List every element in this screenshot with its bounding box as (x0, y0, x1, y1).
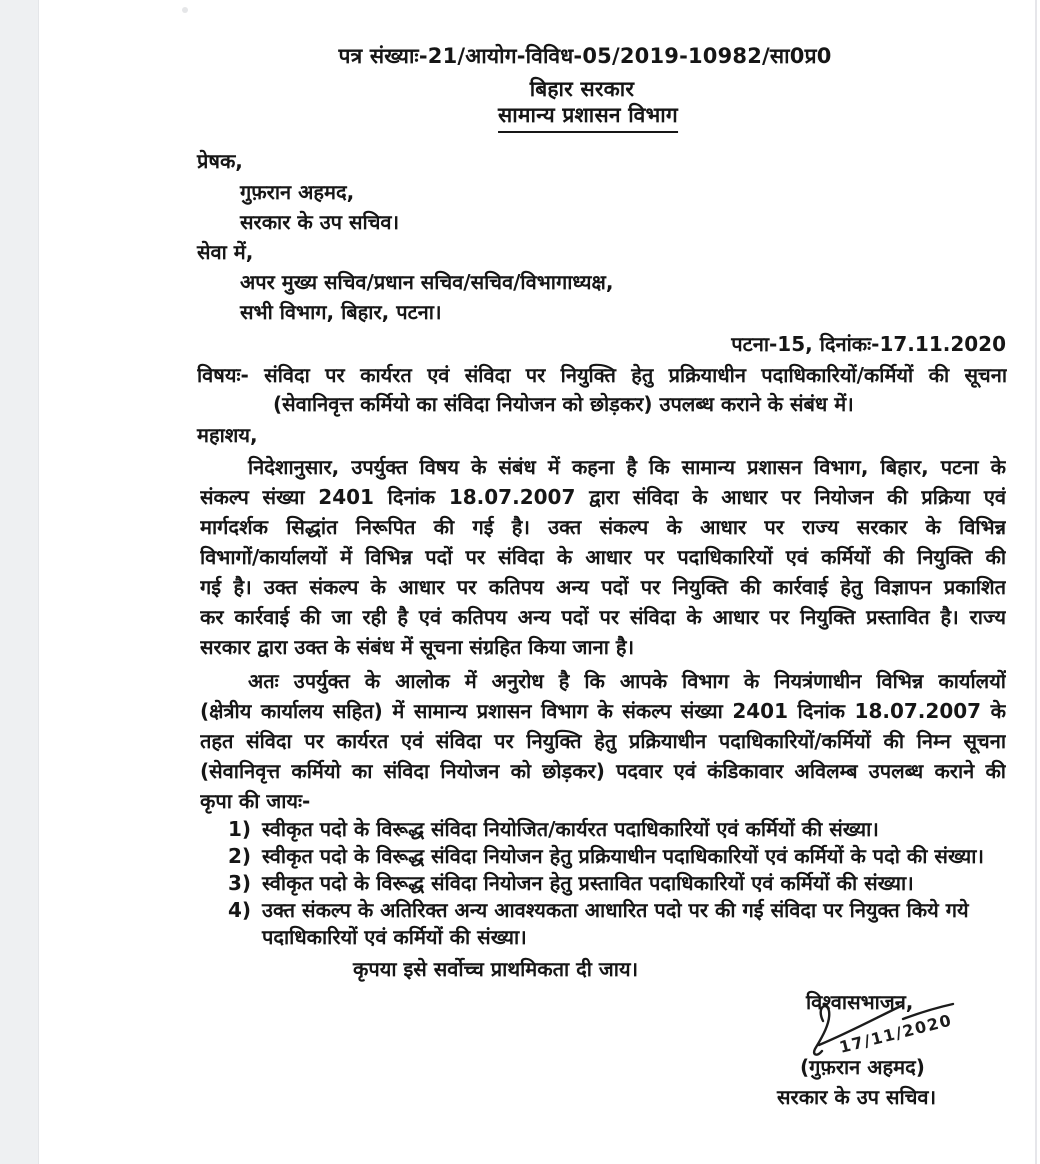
sender-name: गुफ़रान अहमद, (240, 180, 355, 204)
recipient-label: सेवा में, (197, 240, 254, 264)
department-name: सामान्य प्रशासन विभाग (498, 101, 678, 133)
paragraph-1-line: मार्गदर्शक सिद्धांत निरूपित की गई है। उक्त संकल्प के आधार पर राज्य सरकार के विभिन्न (200, 515, 1006, 539)
paragraph-2 (200, 666, 1006, 816)
valediction: विश्वासभाजन, (806, 990, 914, 1014)
paragraph-1-line: गई है। उक्त संकल्प के आधार पर कतिपय अन्य पदों पर नियुक्ति की कार्रवाई हेतु विज्ञापन प्रकाशित (200, 575, 1006, 599)
list-item-text-line: उक्त संकल्प के अतिरिक्त अन्य आवश्यकता आधारित पदो पर की गई संविदा पर नियुक्त किये गये (262, 898, 969, 922)
list-item-number: 4) (228, 898, 252, 922)
closing-request: कृपया इसे सर्वोच्च प्राथमिकता दी जाय। (353, 957, 639, 981)
recipient-line1: अपर मुख्य सचिव/प्रधान सचिव/सचिव/विभागाध्यक्ष, (240, 270, 614, 294)
request-list (228, 816, 1008, 951)
paragraph-1-line: विभागों/कार्यालयों में विभिन्न पदों पर संविदा के आधार पर पदाधिकारियों एवं कर्मियों की नियुक्ति की (200, 545, 1006, 569)
paragraph-2-line: कृपा की जायः- (200, 789, 311, 813)
subject-line1: विषयः- संविदा पर कार्यरत एवं संविदा पर नियुक्ति हेतु प्रक्रियाधीन पदाधिकारियों/कर्मियों की सूचना (197, 363, 1007, 387)
government-name: बिहार सरकार (529, 77, 635, 101)
paragraph-1-line: सरकार द्वारा उक्त के संबंध में सूचना संग्रहित किया जाना है। (200, 635, 635, 659)
list-item-text-line: पदाधिकारियों एवं कर्मियों की संख्या। (262, 925, 527, 949)
list-item-text: स्वीकृत पदो के विरूद्ध संविदा नियोजन हेतु प्रस्तावित पदाधिकारियों एवं कर्मियों की संख्या। (262, 871, 914, 895)
scan-speck (182, 7, 188, 13)
list-item-number: 2) (228, 844, 252, 868)
subject-line2: (सेवानिवृत्त कर्मियो का संविदा नियोजन को छोड़कर) उपलब्ध कराने के संबंध में। (273, 392, 854, 416)
list-item (228, 870, 1008, 897)
letter-ref-number: पत्र संख्याः-21/आयोग-विविध-05/2019-10982/सा0प्र0 (338, 44, 832, 68)
paragraph-1-line: निदेशानुसार, उपर्युक्त विषय के संबंध में कहना है कि सामान्य प्रशासन विभाग, बिहार, पटना के (248, 455, 1006, 479)
list-item-text: स्वीकृत पदो के विरूद्ध संविदा नियोजन हेतु प्रक्रियाधीन पदाधिकारियों एवं कर्मियों के पदो की संख्या। (262, 844, 984, 868)
list-item (228, 843, 1008, 870)
list-item-text: स्वीकृत पदो के विरूद्ध संविदा नियोजित/कार्यरत पदाधिकारियों एवं कर्मियों की संख्या। (262, 817, 879, 841)
paragraph-1-line: कर कार्रवाई की जा रही है एवं कतिपय अन्य पदों पर संविदा के आधार पर नियुक्ति प्रस्तावित है। राज्य (200, 605, 1006, 629)
list-item (228, 897, 1008, 951)
paragraph-1-line: संकल्प संख्या 2401 दिनांक 18.07.2007 द्वारा संविदा के आधार पर नियोजन की प्रक्रिया एवं (200, 485, 1006, 509)
list-item-number: 1) (228, 817, 252, 841)
left-gutter (0, 0, 39, 1164)
sender-designation: सरकार के उप सचिव। (240, 210, 400, 234)
list-item-text (262, 897, 1008, 951)
paragraph-1 (200, 452, 1006, 662)
list-item-number: 3) (228, 871, 252, 895)
signature-initial-loop (814, 1006, 829, 1055)
signature-handwritten-date: 17/11/2020 (837, 1010, 955, 1057)
paragraph-2-line: (क्षेत्रीय कार्यालय सहित) में सामान्य प्रशासन विभाग के संकल्प संख्या 2401 दिनांक 18.07.2007 के (200, 699, 1006, 723)
recipient-line2: सभी विभाग, बिहार, पटना। (240, 300, 442, 324)
salutation: महाशय, (197, 423, 258, 447)
list-item (228, 816, 1008, 843)
signatory-name: (गुफ़रान अहमद) (800, 1055, 925, 1079)
paragraph-2-line: अतः उपर्युक्त के आलोक में अनुरोध है कि आपके विभाग के नियत्रंणाधीन विभिन्न कार्यालयों (248, 669, 1006, 693)
paragraph-2-line: (सेवानिवृत्त कर्मियो का संविदा नियोजन को छोड़कर) पदवार एवं कंडिकावार अविलम्ब उपलब्ध कराने की (200, 759, 1006, 783)
signatory-designation: सरकार के उप सचिव। (777, 1085, 937, 1109)
paragraph-2-line: तहत संविदा पर कार्यरत एवं संविदा पर नियुक्ति हेतु प्रक्रियाधीन पदाधिकारियों/कर्मियों की निम्न सूचना (200, 729, 1006, 753)
right-edge-line (1035, 0, 1037, 1164)
place-date-line: पटना-15, दिनांकः-17.11.2020 (731, 332, 1006, 356)
sender-label: प्रेषक, (197, 149, 243, 173)
